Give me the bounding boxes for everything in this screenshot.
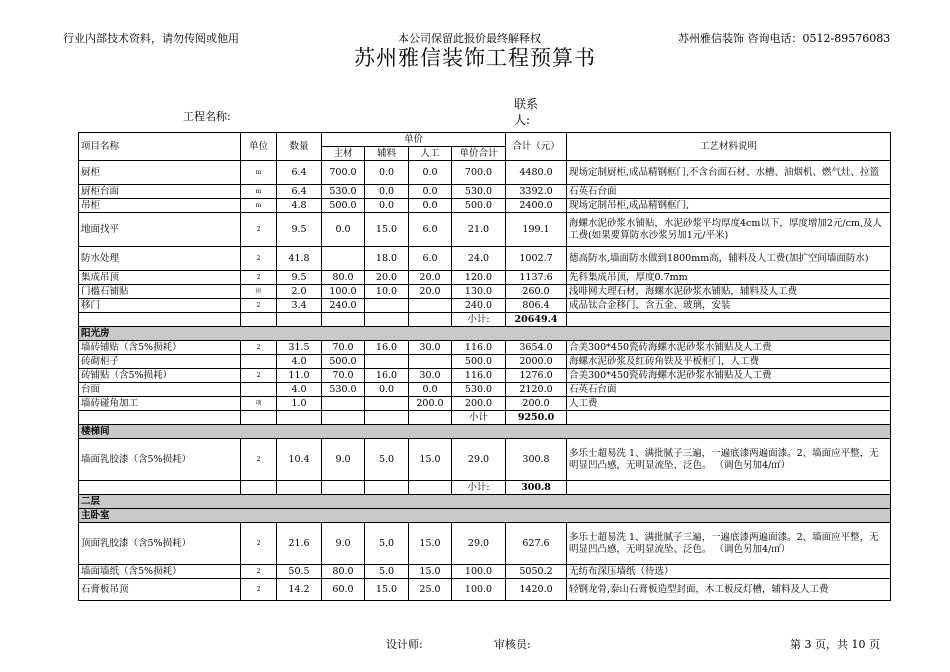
cell-labor: 30.0 <box>409 341 452 355</box>
cell-unit: 块 <box>241 285 277 299</box>
table-row <box>79 161 891 185</box>
cell-main: 700.0 <box>322 161 365 185</box>
table-row <box>79 185 891 199</box>
cell-main: 530.0 <box>322 383 365 397</box>
cell-name: 砖砌柜子 <box>79 355 241 369</box>
cell-desc: 多乐士超易洗 1、满批腻子三遍，一遍底漆两遍面漆。2、墙面应平整，无明显凹凸感，无明显流坠、泛色。 （调色另加4/㎡） <box>567 439 891 481</box>
cell-labor: 15.0 <box>409 523 452 565</box>
cell-name: 墙面墙纸（含5%损耗） <box>79 565 241 579</box>
cell-qty: 6.4 <box>277 185 322 199</box>
cell-aux: 10.0 <box>365 285 409 299</box>
cell-unit-total: 116.0 <box>452 341 506 355</box>
cell-qty: 50.5 <box>277 565 322 579</box>
cell-unit: 项 <box>241 397 277 411</box>
cell-aux: 0.0 <box>365 161 409 185</box>
empty-cell <box>365 481 409 495</box>
cell-aux: 15.0 <box>365 579 409 601</box>
cell-total: 1002.7 <box>506 247 567 271</box>
cell-aux: 5.0 <box>365 439 409 481</box>
cell-unit: m <box>241 185 277 199</box>
cell-name: 墙面乳胶漆（含5%损耗） <box>79 439 241 481</box>
col-header-qty: 数量 <box>277 133 322 161</box>
cell-unit-total: 700.0 <box>452 161 506 185</box>
table-row <box>79 565 891 579</box>
cell-total: 5050.2 <box>506 565 567 579</box>
section-header <box>79 425 891 439</box>
cell-labor: 20.0 <box>409 271 452 285</box>
table-row <box>79 341 891 355</box>
cell-total: 200.0 <box>506 397 567 411</box>
empty-cell <box>409 313 452 327</box>
table-row <box>79 213 891 247</box>
cell-main: 500.0 <box>322 199 365 213</box>
cell-main: 9.0 <box>322 523 365 565</box>
cell-labor: 30.0 <box>409 369 452 383</box>
cell-qty: 11.0 <box>277 369 322 383</box>
empty-cell <box>365 313 409 327</box>
cell-qty: 4.0 <box>277 355 322 369</box>
empty-cell <box>322 313 365 327</box>
cell-name: 集成吊顶 <box>79 271 241 285</box>
empty-cell <box>79 481 241 495</box>
cell-desc: 浅啡网大理石材，海螺水泥砂浆水铺贴，辅料及人工费 <box>567 285 891 299</box>
cell-unit-total: 200.0 <box>452 397 506 411</box>
cell-unit: 2 <box>241 579 277 601</box>
cell-main: 9.0 <box>322 439 365 481</box>
cell-desc: 海螺水泥砂浆水铺贴，水泥砂浆平均厚度4cm以下，厚度增加2元/cm,及人工费(如果要算防水沙浆另加1元/平米) <box>567 213 891 247</box>
section-title: 主卧室 <box>79 509 891 523</box>
cell-unit: 2 <box>241 565 277 579</box>
cell-total: 806.4 <box>506 299 567 313</box>
empty-cell <box>567 313 891 327</box>
cell-main: 80.0 <box>322 271 365 285</box>
cell-labor: 6.0 <box>409 213 452 247</box>
cell-name: 防水处理 <box>79 247 241 271</box>
cell-unit-total: 21.0 <box>452 213 506 247</box>
cell-desc: 无纺布深压墙纸（待选） <box>567 565 891 579</box>
table-row <box>79 439 891 481</box>
cell-labor: 0.0 <box>409 185 452 199</box>
cell-unit: 2 <box>241 271 277 285</box>
table-row <box>79 383 891 397</box>
empty-cell <box>409 411 452 425</box>
cell-main: 70.0 <box>322 369 365 383</box>
cell-unit: 2 <box>241 369 277 383</box>
contact-label: 联系人: <box>514 97 539 127</box>
cell-main: 60.0 <box>322 579 365 601</box>
subtotal-value: 9250.0 <box>506 411 567 425</box>
cell-total: 199.1 <box>506 213 567 247</box>
cell-name: 墙砖碰角加工 <box>79 397 241 411</box>
cell-qty: 2.0 <box>277 285 322 299</box>
cell-unit-total: 29.0 <box>452 439 506 481</box>
cell-name: 厨柜台面 <box>79 185 241 199</box>
cell-unit-total: 100.0 <box>452 579 506 601</box>
col-header-unit-total: 单价合计 <box>452 147 506 161</box>
cell-name: 顶面乳胶漆（含5%损耗） <box>79 523 241 565</box>
cell-name: 台面 <box>79 383 241 397</box>
table-row <box>79 285 891 299</box>
section-title: 二层 <box>79 495 891 509</box>
table-row <box>79 579 891 601</box>
cell-main: 240.0 <box>322 299 365 313</box>
cell-unit: 2 <box>241 439 277 481</box>
cell-desc: 合美300*450瓷砖海螺水泥砂浆水铺贴及人工费 <box>567 369 891 383</box>
cell-main: 70.0 <box>322 341 365 355</box>
empty-cell <box>277 481 322 495</box>
cell-labor: 15.0 <box>409 565 452 579</box>
table-row <box>79 523 891 565</box>
cell-total: 300.8 <box>506 439 567 481</box>
cell-labor: 6.0 <box>409 247 452 271</box>
empty-cell <box>567 411 891 425</box>
cell-desc: 人工费 <box>567 397 891 411</box>
cell-name: 墙砖铺贴（含5%损耗） <box>79 341 241 355</box>
cell-desc: 先科集成吊顶，厚度0.7mm <box>567 271 891 285</box>
table-row <box>79 369 891 383</box>
cell-qty: 4.0 <box>277 383 322 397</box>
cell-desc: 德高防水,墙面防水做到1800mm高，辅料及人工费(加扩空间墙面防水) <box>567 247 891 271</box>
subtotal-value: 20649.4 <box>506 313 567 327</box>
cell-labor: 0.0 <box>409 161 452 185</box>
cell-qty: 9.5 <box>277 213 322 247</box>
document-title: 苏州雅信装饰工程预算书 <box>354 46 596 70</box>
cell-total: 4480.0 <box>506 161 567 185</box>
cell-labor: 15.0 <box>409 439 452 481</box>
cell-aux: 5.0 <box>365 565 409 579</box>
cell-desc: 轻钢龙骨,泰山石膏板造型封面，木工板反灯槽，辅料及人工费 <box>567 579 891 601</box>
cell-unit: m <box>241 161 277 185</box>
cell-labor: 25.0 <box>409 579 452 601</box>
cell-total: 3654.0 <box>506 341 567 355</box>
cell-unit-total: 29.0 <box>452 523 506 565</box>
cell-unit-total: 120.0 <box>452 271 506 285</box>
cell-unit: 2 <box>241 523 277 565</box>
table-row <box>79 247 891 271</box>
cell-unit: 2 <box>241 213 277 247</box>
cell-unit: 2 <box>241 341 277 355</box>
cell-qty: 1.0 <box>277 397 322 411</box>
cell-aux: 5.0 <box>365 523 409 565</box>
empty-cell <box>567 481 891 495</box>
empty-cell <box>241 313 277 327</box>
cell-desc: 石英石台面 <box>567 185 891 199</box>
section-header <box>79 509 891 523</box>
cell-main: 100.0 <box>322 285 365 299</box>
cell-aux: 15.0 <box>365 213 409 247</box>
cell-aux: 0.0 <box>365 199 409 213</box>
section-title: 阳光房 <box>79 327 891 341</box>
cell-name: 厨柜 <box>79 161 241 185</box>
cell-main: 0.0 <box>322 213 365 247</box>
cell-desc: 石英石台面 <box>567 383 891 397</box>
cell-total: 2400.0 <box>506 199 567 213</box>
cell-qty: 31.5 <box>277 341 322 355</box>
cell-total: 1137.6 <box>506 271 567 285</box>
empty-cell <box>79 313 241 327</box>
cell-labor: 20.0 <box>409 285 452 299</box>
header-right-contact: 苏州雅信装饰 咨询电话：0512-89576083 <box>678 32 891 45</box>
empty-cell <box>241 481 277 495</box>
cell-qty: 9.5 <box>277 271 322 285</box>
table-row <box>79 397 891 411</box>
empty-cell <box>365 411 409 425</box>
section-header <box>79 327 891 341</box>
table-row <box>79 271 891 285</box>
cell-total: 2000.0 <box>506 355 567 369</box>
reviewer-label: 审核员: <box>494 638 531 651</box>
col-header-main: 主材 <box>322 147 365 161</box>
cell-main: 530.0 <box>322 185 365 199</box>
budget-table-body <box>79 161 891 601</box>
cell-main <box>322 247 365 271</box>
empty-cell <box>79 411 241 425</box>
cell-unit-total: 24.0 <box>452 247 506 271</box>
empty-cell <box>409 481 452 495</box>
cell-desc: 现场定制厨柜,成品精钢框门,不含台面石材、水槽、油烟机、燃气灶、拉篮 <box>567 161 891 185</box>
cell-unit-total: 100.0 <box>452 565 506 579</box>
cell-unit-total: 530.0 <box>452 185 506 199</box>
subtotal-label: 小计: <box>452 313 506 327</box>
cell-main: 500.0 <box>322 355 365 369</box>
cell-total: 260.0 <box>506 285 567 299</box>
cell-aux: 18.0 <box>365 247 409 271</box>
cell-aux <box>365 355 409 369</box>
cell-aux: 0.0 <box>365 383 409 397</box>
table-row <box>79 199 891 213</box>
cell-unit-total: 240.0 <box>452 299 506 313</box>
cell-labor: 0.0 <box>409 199 452 213</box>
cell-aux: 16.0 <box>365 369 409 383</box>
cell-unit-total: 500.0 <box>452 355 506 369</box>
header-left-note: 行业内部技术资料，请勿传阅或他用 <box>63 32 239 45</box>
col-header-aux: 辅料 <box>365 147 409 161</box>
cell-unit <box>241 355 277 369</box>
cell-desc: 成品钛合金移门，含五金、玻璃，安装 <box>567 299 891 313</box>
table-row <box>79 355 891 369</box>
cell-aux: 0.0 <box>365 185 409 199</box>
cell-name: 门槛石铺贴 <box>79 285 241 299</box>
cell-unit <box>241 383 277 397</box>
subtotal-label: 小计: <box>452 481 506 495</box>
cell-total: 3392.0 <box>506 185 567 199</box>
empty-cell <box>277 411 322 425</box>
budget-table <box>78 132 891 601</box>
header-center-note: 本公司保留此报价最终解释权 <box>398 32 541 45</box>
cell-aux: 16.0 <box>365 341 409 355</box>
cell-qty: 21.6 <box>277 523 322 565</box>
cell-unit-total: 530.0 <box>452 383 506 397</box>
cell-labor: 0.0 <box>409 383 452 397</box>
cell-total: 1276.0 <box>506 369 567 383</box>
cell-qty: 4.8 <box>277 199 322 213</box>
cell-labor <box>409 299 452 313</box>
cell-name: 移门 <box>79 299 241 313</box>
col-header-total: 合计（元） <box>506 133 567 161</box>
cell-qty: 41.8 <box>277 247 322 271</box>
designer-label: 设计师: <box>386 638 423 651</box>
table-row <box>79 299 891 313</box>
cell-labor <box>409 355 452 369</box>
subtotal-row <box>79 481 891 495</box>
cell-qty: 3.4 <box>277 299 322 313</box>
cell-desc: 合美300*450瓷砖海螺水泥砂浆水铺贴及人工费 <box>567 341 891 355</box>
subtotal-row <box>79 411 891 425</box>
empty-cell <box>322 481 365 495</box>
cell-unit: 2 <box>241 299 277 313</box>
page-number: 第 3 页，共 10 页 <box>790 638 880 651</box>
cell-unit-total: 116.0 <box>452 369 506 383</box>
cell-aux <box>365 299 409 313</box>
cell-desc: 海螺水泥砂浆及红砖角铁及平板柜门，人工费 <box>567 355 891 369</box>
cell-main: 80.0 <box>322 565 365 579</box>
cell-name: 砖铺贴（含5%损耗） <box>79 369 241 383</box>
cell-unit-total: 130.0 <box>452 285 506 299</box>
cell-total: 2120.0 <box>506 383 567 397</box>
subtotal-label: 小计 <box>452 411 506 425</box>
cell-main <box>322 397 365 411</box>
cell-aux <box>365 397 409 411</box>
cell-labor: 200.0 <box>409 397 452 411</box>
subtotal-value: 300.8 <box>506 481 567 495</box>
cell-qty: 6.4 <box>277 161 322 185</box>
col-header-unit: 单位 <box>241 133 277 161</box>
empty-cell <box>277 313 322 327</box>
section-title: 楼梯间 <box>79 425 891 439</box>
subtotal-row <box>79 313 891 327</box>
cell-name: 石膏板吊顶 <box>79 579 241 601</box>
cell-qty: 10.4 <box>277 439 322 481</box>
cell-total: 627.6 <box>506 523 567 565</box>
col-header-desc: 工艺材料说明 <box>567 133 891 161</box>
empty-cell <box>322 411 365 425</box>
project-name-label: 工程名称: <box>183 110 231 123</box>
cell-name: 地面找平 <box>79 213 241 247</box>
cell-aux: 20.0 <box>365 271 409 285</box>
col-header-price-group: 单价 <box>322 133 506 147</box>
section-header <box>79 495 891 509</box>
cell-qty: 14.2 <box>277 579 322 601</box>
cell-desc: 多乐士超易洗 1、满批腻子三遍，一遍底漆两遍面漆。2、墙面应平整，无明显凹凸感，无明显流坠、泛色。 （调色另加4/㎡） <box>567 523 891 565</box>
col-header-name: 项目名称 <box>79 133 241 161</box>
cell-total: 1420.0 <box>506 579 567 601</box>
empty-cell <box>241 411 277 425</box>
cell-unit: 2 <box>241 247 277 271</box>
cell-unit: m <box>241 199 277 213</box>
cell-desc: 现场定制吊柜,成品精钢框门, <box>567 199 891 213</box>
col-header-labor: 人工 <box>409 147 452 161</box>
cell-name: 吊柜 <box>79 199 241 213</box>
cell-unit-total: 500.0 <box>452 199 506 213</box>
